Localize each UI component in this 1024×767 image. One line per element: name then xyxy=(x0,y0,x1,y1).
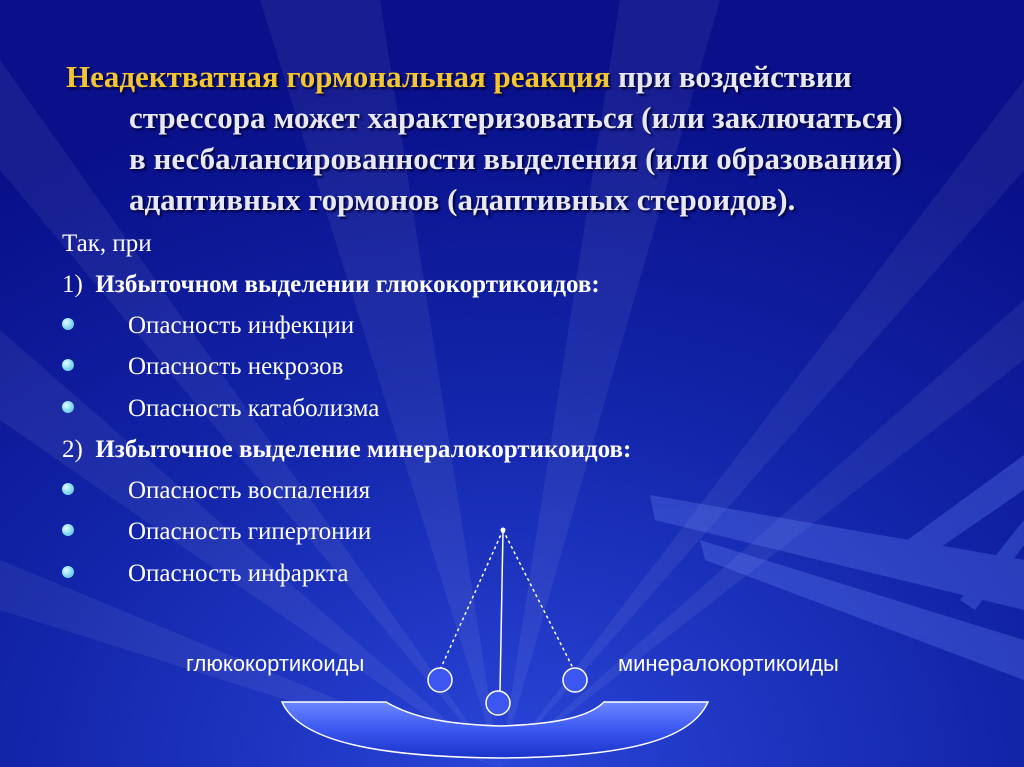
section-1-title: Избыточном выделении глюкокортикоидов: xyxy=(95,271,600,298)
section-1-number: 1) xyxy=(62,271,83,298)
bullet-icon xyxy=(62,483,74,495)
section-2-number: 2) xyxy=(62,436,83,463)
section-2-heading xyxy=(62,435,631,465)
section-2-bullet-1: Опасность воспаления xyxy=(128,477,371,504)
scale-center-weight xyxy=(486,691,510,715)
bullet-icon xyxy=(62,318,74,330)
section-1-bullet-2: Опасность некрозов xyxy=(128,353,344,380)
bullet-icon xyxy=(62,524,74,536)
scale-right-label: минералокортикоиды xyxy=(618,651,839,676)
bullet-icon xyxy=(62,401,74,413)
slide-heading xyxy=(66,56,996,220)
scale-left-label: глюкокортикоиды xyxy=(186,651,365,676)
scale-center-rod xyxy=(500,530,503,692)
bullet-icon xyxy=(62,566,74,578)
section-1-bullet-3: Опасность катаболизма xyxy=(128,395,380,422)
bullet-icon xyxy=(62,359,74,371)
section-1-heading xyxy=(62,270,600,300)
scale-right-weight xyxy=(563,668,587,692)
heading-line-1-rest: при воздействии xyxy=(610,59,852,94)
balance-scale-diagram xyxy=(270,520,720,760)
section-2-title: Избыточное выделение минералокортикоидов: xyxy=(95,436,632,463)
scale-left-weight xyxy=(428,668,452,692)
scale-left-string xyxy=(440,530,503,670)
section-2-bullet-2: Опасность гипертонии xyxy=(128,518,372,545)
heading-line-2: стрессора может характеризоваться (или заключаться) xyxy=(129,100,903,135)
section-1-bullet-1: Опасность инфекции xyxy=(128,312,355,339)
scale-pivot xyxy=(501,528,506,533)
intro-text: Так, при xyxy=(62,230,152,257)
scale-right-string xyxy=(503,530,574,670)
heading-highlight: Неадектватная гормональная реакция xyxy=(66,59,611,94)
section-2-bullet-3: Опасность инфаркта xyxy=(128,560,349,587)
heading-line-1 xyxy=(66,56,996,97)
heading-line-3: в несбалансированности выделения (или образования) xyxy=(129,141,903,176)
heading-line-4: адаптивных гормонов (адаптивных стероидов). xyxy=(129,182,796,217)
